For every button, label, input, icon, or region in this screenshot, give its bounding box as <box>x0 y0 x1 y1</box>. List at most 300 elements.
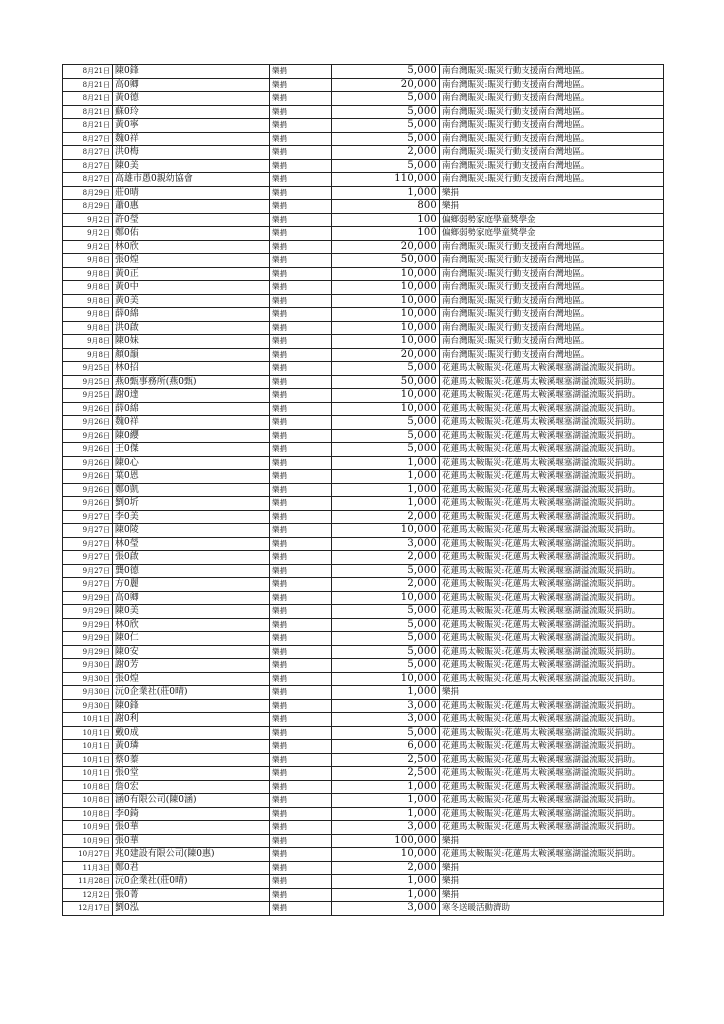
amount-cell: 6,000 <box>332 740 440 754</box>
document-page <box>62 64 663 916</box>
amount-cell: 800 <box>332 200 440 214</box>
purpose-cell: 花蓮馬太鞍賑災:花蓮馬太鞍溪堰塞湖溢流賑災捐助。 <box>440 375 664 389</box>
donation-type-cell: 樂捐 <box>270 443 332 457</box>
donation-type-cell: 樂捐 <box>270 645 332 659</box>
purpose-cell: 樂捐 <box>440 834 664 848</box>
donor-name-cell: 魏0祥 <box>113 416 270 430</box>
table-row <box>63 227 664 241</box>
donation-type-cell: 樂捐 <box>270 78 332 92</box>
amount-cell: 1,000 <box>332 780 440 794</box>
donation-type-cell: 樂捐 <box>270 497 332 511</box>
purpose-cell: 偏鄉弱勢家庭學童獎學金 <box>440 213 664 227</box>
donor-name-cell: 陳0心 <box>113 456 270 470</box>
donor-name-cell: 陳0鋒 <box>113 65 270 79</box>
amount-cell: 20,000 <box>332 78 440 92</box>
date-cell: 9月8日 <box>63 308 113 322</box>
table-row <box>63 591 664 605</box>
donation-type-cell: 樂捐 <box>270 740 332 754</box>
purpose-cell: 南台灣賑災:賑災行動支援南台灣地區。 <box>440 281 664 295</box>
amount-cell: 50,000 <box>332 254 440 268</box>
donation-type-cell: 樂捐 <box>270 672 332 686</box>
table-row <box>63 456 664 470</box>
purpose-cell: 花蓮馬太鞍賑災:花蓮馬太鞍溪堰塞湖溢流賑災捐助。 <box>440 645 664 659</box>
purpose-cell: 花蓮馬太鞍賑災:花蓮馬太鞍溪堰塞湖溢流賑災捐助。 <box>440 551 664 565</box>
table-row <box>63 659 664 673</box>
donor-name-cell: 黃0正 <box>113 267 270 281</box>
donor-name-cell: 林0瑩 <box>113 537 270 551</box>
amount-cell: 3,000 <box>332 713 440 727</box>
donation-type-cell: 樂捐 <box>270 834 332 848</box>
donation-type-cell: 樂捐 <box>270 348 332 362</box>
donation-type-cell: 樂捐 <box>270 659 332 673</box>
table-row <box>63 146 664 160</box>
amount-cell: 5,000 <box>332 119 440 133</box>
amount-cell: 10,000 <box>332 672 440 686</box>
purpose-cell: 花蓮馬太鞍賑災:花蓮馬太鞍溪堰塞湖溢流賑災捐助。 <box>440 578 664 592</box>
date-cell: 9月26日 <box>63 456 113 470</box>
purpose-cell: 花蓮馬太鞍賑災:花蓮馬太鞍溪堰塞湖溢流賑災捐助。 <box>440 794 664 808</box>
date-cell: 8月21日 <box>63 119 113 133</box>
amount-cell: 1,000 <box>332 875 440 889</box>
date-cell: 9月29日 <box>63 645 113 659</box>
donation-type-cell: 樂捐 <box>270 848 332 862</box>
amount-cell: 10,000 <box>332 281 440 295</box>
donor-name-cell: 陳0纓 <box>113 429 270 443</box>
amount-cell: 1,000 <box>332 456 440 470</box>
date-cell: 12月2日 <box>63 888 113 902</box>
donor-name-cell: 黃0美 <box>113 294 270 308</box>
purpose-cell: 南台灣賑災:賑災行動支援南台灣地區。 <box>440 92 664 106</box>
purpose-cell: 花蓮馬太鞍賑災:花蓮馬太鞍溪堰塞湖溢流賑災捐助。 <box>440 497 664 511</box>
date-cell: 9月8日 <box>63 281 113 295</box>
date-cell: 10月1日 <box>63 753 113 767</box>
purpose-cell: 樂捐 <box>440 861 664 875</box>
table-row <box>63 159 664 173</box>
donor-name-cell: 謝0芳 <box>113 659 270 673</box>
date-cell: 9月29日 <box>63 605 113 619</box>
date-cell: 8月27日 <box>63 159 113 173</box>
purpose-cell: 花蓮馬太鞍賑災:花蓮馬太鞍溪堰塞湖溢流賑災捐助。 <box>440 470 664 484</box>
date-cell: 9月8日 <box>63 294 113 308</box>
purpose-cell: 南台灣賑災:賑災行動支援南台灣地區。 <box>440 240 664 254</box>
table-row <box>63 78 664 92</box>
donation-type-cell: 樂捐 <box>270 902 332 916</box>
donation-type-cell: 樂捐 <box>270 713 332 727</box>
table-row <box>63 740 664 754</box>
table-row <box>63 132 664 146</box>
table-row <box>63 389 664 403</box>
purpose-cell: 樂捐 <box>440 186 664 200</box>
donation-type-cell: 樂捐 <box>270 551 332 565</box>
donor-name-cell: 張0華 <box>113 821 270 835</box>
donation-type-cell: 樂捐 <box>270 767 332 781</box>
purpose-cell: 南台灣賑災:賑災行動支援南台灣地區。 <box>440 78 664 92</box>
donor-name-cell: 陳0美 <box>113 159 270 173</box>
table-row <box>63 605 664 619</box>
table-row <box>63 105 664 119</box>
purpose-cell: 花蓮馬太鞍賑災:花蓮馬太鞍溪堰塞湖溢流賑災捐助。 <box>440 699 664 713</box>
date-cell: 9月29日 <box>63 632 113 646</box>
purpose-cell: 花蓮馬太鞍賑災:花蓮馬太鞍溪堰塞湖溢流賑災捐助。 <box>440 537 664 551</box>
amount-cell: 110,000 <box>332 173 440 187</box>
donor-name-cell: 陳0美 <box>113 605 270 619</box>
purpose-cell: 花蓮馬太鞍賑災:花蓮馬太鞍溪堰塞湖溢流賑災捐助。 <box>440 713 664 727</box>
amount-cell: 10,000 <box>332 524 440 538</box>
amount-cell: 1,000 <box>332 888 440 902</box>
amount-cell: 5,000 <box>332 659 440 673</box>
donor-name-cell: 龔0德 <box>113 564 270 578</box>
amount-cell: 5,000 <box>332 416 440 430</box>
date-cell: 11月28日 <box>63 875 113 889</box>
donation-ledger-table <box>62 64 664 916</box>
table-row <box>63 281 664 295</box>
table-row <box>63 213 664 227</box>
donor-name-cell: 黃0寧 <box>113 119 270 133</box>
donation-type-cell: 樂捐 <box>270 686 332 700</box>
table-row <box>63 92 664 106</box>
amount-cell: 1,000 <box>332 186 440 200</box>
table-row <box>63 294 664 308</box>
donor-name-cell: 高雄市愚0親幼協會 <box>113 173 270 187</box>
date-cell: 10月8日 <box>63 794 113 808</box>
amount-cell: 20,000 <box>332 348 440 362</box>
date-cell: 10月1日 <box>63 740 113 754</box>
date-cell: 8月29日 <box>63 200 113 214</box>
donation-type-cell: 樂捐 <box>270 65 332 79</box>
donor-name-cell: 蕭0惠 <box>113 200 270 214</box>
purpose-cell: 花蓮馬太鞍賑災:花蓮馬太鞍溪堰塞湖溢流賑災捐助。 <box>440 780 664 794</box>
date-cell: 9月27日 <box>63 564 113 578</box>
amount-cell: 2,000 <box>332 510 440 524</box>
donor-name-cell: 高0卿 <box>113 78 270 92</box>
amount-cell: 3,000 <box>332 902 440 916</box>
date-cell: 9月26日 <box>63 443 113 457</box>
purpose-cell: 花蓮馬太鞍賑災:花蓮馬太鞍溪堰塞湖溢流賑災捐助。 <box>440 510 664 524</box>
table-row <box>63 240 664 254</box>
donor-name-cell: 張0華 <box>113 834 270 848</box>
amount-cell: 5,000 <box>332 105 440 119</box>
table-row <box>63 902 664 916</box>
date-cell: 9月8日 <box>63 348 113 362</box>
donor-name-cell: 鄭0佑 <box>113 227 270 241</box>
donation-type-cell: 樂捐 <box>270 92 332 106</box>
donation-type-cell: 樂捐 <box>270 875 332 889</box>
purpose-cell: 花蓮馬太鞍賑災:花蓮馬太鞍溪堰塞湖溢流賑災捐助。 <box>440 591 664 605</box>
donor-name-cell: 葉0恩 <box>113 470 270 484</box>
amount-cell: 10,000 <box>332 848 440 862</box>
date-cell: 9月8日 <box>63 335 113 349</box>
donation-type-cell: 樂捐 <box>270 281 332 295</box>
purpose-cell: 南台灣賑災:賑災行動支援南台灣地區。 <box>440 321 664 335</box>
date-cell: 9月25日 <box>63 375 113 389</box>
donation-type-cell: 樂捐 <box>270 632 332 646</box>
table-row <box>63 578 664 592</box>
purpose-cell: 花蓮馬太鞍賑災:花蓮馬太鞍溪堰塞湖溢流賑災捐助。 <box>440 659 664 673</box>
amount-cell: 2,000 <box>332 146 440 160</box>
amount-cell: 10,000 <box>332 267 440 281</box>
date-cell: 9月26日 <box>63 416 113 430</box>
donation-type-cell: 樂捐 <box>270 470 332 484</box>
table-row <box>63 483 664 497</box>
amount-cell: 5,000 <box>332 92 440 106</box>
donor-name-cell: 沅0企業社(莊0晴) <box>113 686 270 700</box>
date-cell: 9月30日 <box>63 699 113 713</box>
donor-name-cell: 高0卿 <box>113 591 270 605</box>
table-row <box>63 510 664 524</box>
amount-cell: 2,000 <box>332 551 440 565</box>
donation-type-cell: 樂捐 <box>270 186 332 200</box>
donation-type-cell: 樂捐 <box>270 591 332 605</box>
date-cell: 10月27日 <box>63 848 113 862</box>
amount-cell: 10,000 <box>332 591 440 605</box>
donation-type-cell: 樂捐 <box>270 888 332 902</box>
date-cell: 10月1日 <box>63 713 113 727</box>
amount-cell: 10,000 <box>332 294 440 308</box>
amount-cell: 2,500 <box>332 767 440 781</box>
donor-name-cell: 林0欣 <box>113 618 270 632</box>
donation-type-cell: 樂捐 <box>270 524 332 538</box>
donor-name-cell: 兆0建設有限公司(陳0惠) <box>113 848 270 862</box>
date-cell: 9月27日 <box>63 551 113 565</box>
date-cell: 9月30日 <box>63 686 113 700</box>
amount-cell: 1,000 <box>332 497 440 511</box>
amount-cell: 10,000 <box>332 335 440 349</box>
purpose-cell: 花蓮馬太鞍賑災:花蓮馬太鞍溪堰塞湖溢流賑災捐助。 <box>440 429 664 443</box>
purpose-cell: 樂捐 <box>440 200 664 214</box>
table-row <box>63 686 664 700</box>
donation-type-cell: 樂捐 <box>270 240 332 254</box>
date-cell: 8月21日 <box>63 105 113 119</box>
date-cell: 9月26日 <box>63 429 113 443</box>
donor-name-cell: 陳0妹 <box>113 335 270 349</box>
date-cell: 9月29日 <box>63 618 113 632</box>
date-cell: 10月8日 <box>63 807 113 821</box>
date-cell: 9月2日 <box>63 227 113 241</box>
donor-name-cell: 薛0綿 <box>113 402 270 416</box>
donation-type-cell: 樂捐 <box>270 618 332 632</box>
table-row <box>63 254 664 268</box>
donation-type-cell: 樂捐 <box>270 821 332 835</box>
donor-name-cell: 張0煌 <box>113 254 270 268</box>
donation-type-cell: 樂捐 <box>270 726 332 740</box>
donor-name-cell: 莊0晴 <box>113 186 270 200</box>
table-row <box>63 429 664 443</box>
table-row <box>63 564 664 578</box>
date-cell: 10月1日 <box>63 767 113 781</box>
donor-name-cell: 李0美 <box>113 510 270 524</box>
donation-type-cell: 樂捐 <box>270 213 332 227</box>
purpose-cell: 偏鄉弱勢家庭學童獎學金 <box>440 227 664 241</box>
table-row <box>63 551 664 565</box>
table-row <box>63 200 664 214</box>
amount-cell: 5,000 <box>332 429 440 443</box>
date-cell: 8月21日 <box>63 65 113 79</box>
purpose-cell: 南台灣賑災:賑災行動支援南台灣地區。 <box>440 348 664 362</box>
donation-type-cell: 樂捐 <box>270 605 332 619</box>
table-row <box>63 726 664 740</box>
date-cell: 9月26日 <box>63 483 113 497</box>
amount-cell: 3,000 <box>332 537 440 551</box>
purpose-cell: 花蓮馬太鞍賑災:花蓮馬太鞍溪堰塞湖溢流賑災捐助。 <box>440 767 664 781</box>
date-cell: 9月8日 <box>63 254 113 268</box>
donation-type-cell: 樂捐 <box>270 119 332 133</box>
donor-name-cell: 劉0圻 <box>113 497 270 511</box>
date-cell: 12月17日 <box>63 902 113 916</box>
donor-name-cell: 謝0達 <box>113 389 270 403</box>
date-cell: 9月26日 <box>63 470 113 484</box>
donor-name-cell: 黃0中 <box>113 281 270 295</box>
table-row <box>63 821 664 835</box>
donation-type-cell: 樂捐 <box>270 537 332 551</box>
donor-name-cell: 薛0綿 <box>113 308 270 322</box>
table-row <box>63 362 664 376</box>
donation-type-cell: 樂捐 <box>270 780 332 794</box>
table-row <box>63 524 664 538</box>
table-row <box>63 375 664 389</box>
donation-type-cell: 樂捐 <box>270 227 332 241</box>
date-cell: 8月29日 <box>63 186 113 200</box>
amount-cell: 1,000 <box>332 470 440 484</box>
purpose-cell: 南台灣賑災:賑災行動支援南台灣地區。 <box>440 173 664 187</box>
date-cell: 9月26日 <box>63 402 113 416</box>
amount-cell: 10,000 <box>332 389 440 403</box>
purpose-cell: 花蓮馬太鞍賑災:花蓮馬太鞍溪堰塞湖溢流賑災捐助。 <box>440 726 664 740</box>
purpose-cell: 南台灣賑災:賑災行動支援南台灣地區。 <box>440 267 664 281</box>
purpose-cell: 花蓮馬太鞍賑災:花蓮馬太鞍溪堰塞湖溢流賑災捐助。 <box>440 753 664 767</box>
date-cell: 9月26日 <box>63 497 113 511</box>
table-row <box>63 861 664 875</box>
date-cell: 11月3日 <box>63 861 113 875</box>
donation-type-cell: 樂捐 <box>270 794 332 808</box>
purpose-cell: 花蓮馬太鞍賑災:花蓮馬太鞍溪堰塞湖溢流賑災捐助。 <box>440 443 664 457</box>
donation-type-cell: 樂捐 <box>270 699 332 713</box>
date-cell: 8月27日 <box>63 173 113 187</box>
donor-name-cell: 王0傑 <box>113 443 270 457</box>
donation-type-cell: 樂捐 <box>270 389 332 403</box>
donor-name-cell: 陳0安 <box>113 645 270 659</box>
date-cell: 8月21日 <box>63 78 113 92</box>
date-cell: 9月25日 <box>63 362 113 376</box>
donor-name-cell: 鄭0凱 <box>113 483 270 497</box>
purpose-cell: 花蓮馬太鞍賑災:花蓮馬太鞍溪堰塞湖溢流賑災捐助。 <box>440 389 664 403</box>
donor-name-cell: 陳0仁 <box>113 632 270 646</box>
table-row <box>63 537 664 551</box>
purpose-cell: 南台灣賑災:賑災行動支援南台灣地區。 <box>440 254 664 268</box>
donation-type-cell: 樂捐 <box>270 254 332 268</box>
table-row <box>63 834 664 848</box>
table-row <box>63 780 664 794</box>
amount-cell: 100 <box>332 227 440 241</box>
purpose-cell: 花蓮馬太鞍賑災:花蓮馬太鞍溪堰塞湖溢流賑災捐助。 <box>440 848 664 862</box>
donation-type-cell: 樂捐 <box>270 132 332 146</box>
table-row <box>63 645 664 659</box>
purpose-cell: 花蓮馬太鞍賑災:花蓮馬太鞍溪堰塞湖溢流賑災捐助。 <box>440 524 664 538</box>
donor-name-cell: 蘇0玲 <box>113 105 270 119</box>
amount-cell: 10,000 <box>332 321 440 335</box>
donation-type-cell: 樂捐 <box>270 861 332 875</box>
amount-cell: 5,000 <box>332 443 440 457</box>
amount-cell: 20,000 <box>332 240 440 254</box>
table-row <box>63 672 664 686</box>
amount-cell: 10,000 <box>332 402 440 416</box>
purpose-cell: 花蓮馬太鞍賑災:花蓮馬太鞍溪堰塞湖溢流賑災捐助。 <box>440 807 664 821</box>
purpose-cell: 花蓮馬太鞍賑災:花蓮馬太鞍溪堰塞湖溢流賑災捐助。 <box>440 564 664 578</box>
purpose-cell: 寒冬送暖活動濟助 <box>440 902 664 916</box>
table-row <box>63 65 664 79</box>
donor-name-cell: 黃0璘 <box>113 740 270 754</box>
table-row <box>63 888 664 902</box>
table-row <box>63 173 664 187</box>
donation-type-cell: 樂捐 <box>270 335 332 349</box>
table-row <box>63 497 664 511</box>
table-row <box>63 848 664 862</box>
purpose-cell: 花蓮馬太鞍賑災:花蓮馬太鞍溪堰塞湖溢流賑災捐助。 <box>440 618 664 632</box>
donor-name-cell: 方0麗 <box>113 578 270 592</box>
donor-name-cell: 陳0鋒 <box>113 699 270 713</box>
donor-name-cell: 涵0有限公司(陳0涵) <box>113 794 270 808</box>
table-row <box>63 699 664 713</box>
donation-type-cell: 樂捐 <box>270 429 332 443</box>
donor-name-cell: 蔡0蓁 <box>113 753 270 767</box>
donor-name-cell: 黃0德 <box>113 92 270 106</box>
amount-cell: 5,000 <box>332 159 440 173</box>
donor-name-cell: 張0煌 <box>113 672 270 686</box>
table-row <box>63 794 664 808</box>
purpose-cell: 花蓮馬太鞍賑災:花蓮馬太鞍溪堰塞湖溢流賑災捐助。 <box>440 362 664 376</box>
donation-type-cell: 樂捐 <box>270 173 332 187</box>
donor-name-cell: 李0錡 <box>113 807 270 821</box>
donation-type-cell: 樂捐 <box>270 308 332 322</box>
donation-type-cell: 樂捐 <box>270 159 332 173</box>
amount-cell: 10,000 <box>332 308 440 322</box>
purpose-cell: 花蓮馬太鞍賑災:花蓮馬太鞍溪堰塞湖溢流賑災捐助。 <box>440 740 664 754</box>
table-row <box>63 767 664 781</box>
amount-cell: 5,000 <box>332 132 440 146</box>
donation-type-cell: 樂捐 <box>270 578 332 592</box>
table-row <box>63 402 664 416</box>
purpose-cell: 花蓮馬太鞍賑災:花蓮馬太鞍溪堰塞湖溢流賑災捐助。 <box>440 456 664 470</box>
donation-type-cell: 樂捐 <box>270 564 332 578</box>
date-cell: 9月27日 <box>63 510 113 524</box>
purpose-cell: 南台灣賑災:賑災行動支援南台灣地區。 <box>440 335 664 349</box>
table-row <box>63 443 664 457</box>
table-row <box>63 713 664 727</box>
ledger-body <box>63 65 664 916</box>
date-cell: 9月27日 <box>63 537 113 551</box>
purpose-cell: 南台灣賑災:賑災行動支援南台灣地區。 <box>440 294 664 308</box>
table-row <box>63 807 664 821</box>
donor-name-cell: 顏0韻 <box>113 348 270 362</box>
donation-type-cell: 樂捐 <box>270 483 332 497</box>
donor-name-cell: 洪0啟 <box>113 321 270 335</box>
amount-cell: 5,000 <box>332 632 440 646</box>
table-row <box>63 267 664 281</box>
donor-name-cell: 許0瑩 <box>113 213 270 227</box>
donation-type-cell: 樂捐 <box>270 105 332 119</box>
amount-cell: 3,000 <box>332 699 440 713</box>
amount-cell: 100 <box>332 213 440 227</box>
amount-cell: 3,000 <box>332 821 440 835</box>
purpose-cell: 花蓮馬太鞍賑災:花蓮馬太鞍溪堰塞湖溢流賑災捐助。 <box>440 632 664 646</box>
donor-name-cell: 張0菁 <box>113 888 270 902</box>
date-cell: 10月8日 <box>63 780 113 794</box>
table-row <box>63 335 664 349</box>
donor-name-cell: 洪0梅 <box>113 146 270 160</box>
date-cell: 9月8日 <box>63 321 113 335</box>
donor-name-cell: 鄭0君 <box>113 861 270 875</box>
table-row <box>63 321 664 335</box>
amount-cell: 2,000 <box>332 861 440 875</box>
